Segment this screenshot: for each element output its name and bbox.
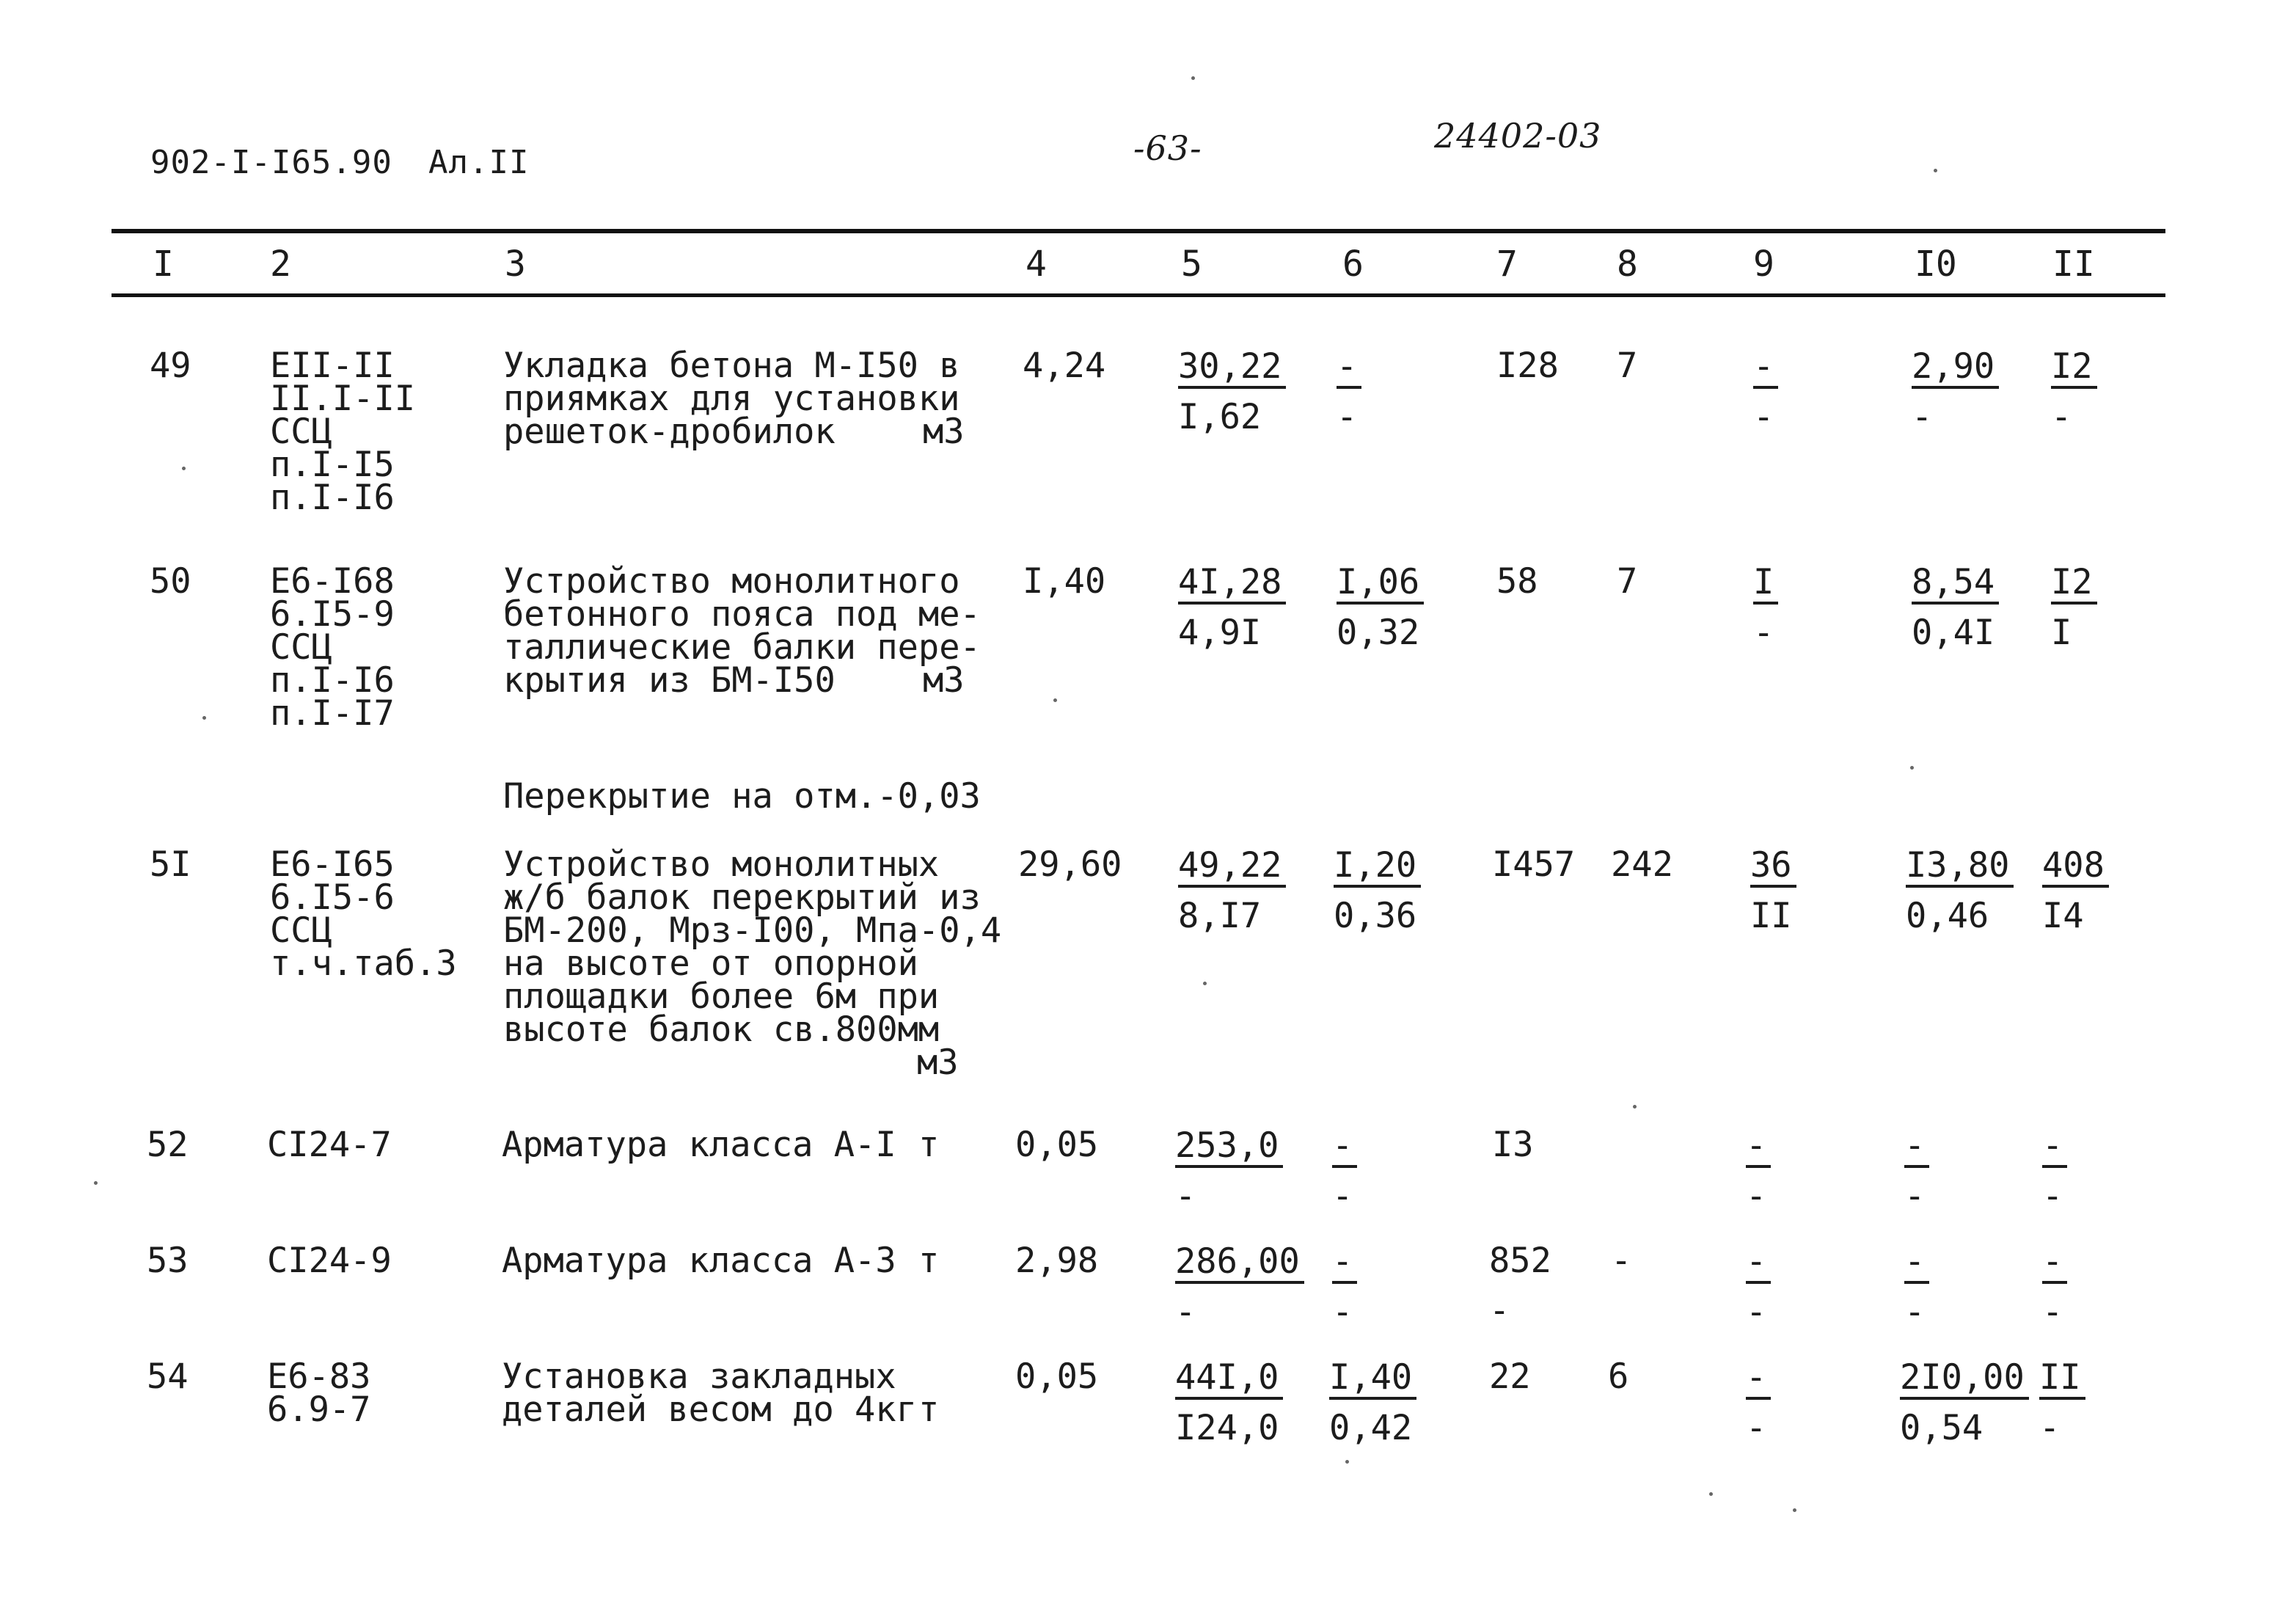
- col6-denominator: 0,32: [1337, 613, 1420, 653]
- col6-denominator: -: [1332, 1176, 1353, 1216]
- row-number: 52: [147, 1125, 189, 1165]
- col6-value: [1337, 558, 1424, 659]
- scan-speck: [202, 716, 206, 720]
- col-header-10: I0: [1915, 244, 1957, 285]
- col-header-3: 3: [505, 244, 526, 285]
- scan-speck: [1345, 1460, 1349, 1464]
- col7-value: I457: [1492, 844, 1576, 885]
- col11-value: [2042, 1237, 2067, 1338]
- col6-denominator: -: [1337, 397, 1358, 437]
- col6-value: [1332, 1237, 1357, 1338]
- col10-value: [1904, 1121, 1929, 1222]
- col11-numerator: -: [2042, 1243, 2067, 1284]
- col5-value: [1175, 1237, 1304, 1338]
- col10-denominator: 0,46: [1906, 896, 1989, 936]
- col5-denominator: 4,9I: [1178, 613, 1262, 653]
- row-number: 5I: [150, 844, 191, 885]
- page-number: -63-: [1133, 128, 1202, 168]
- col9-numerator: -: [1746, 1127, 1771, 1168]
- col11-denominator: -: [2042, 1292, 2063, 1332]
- col5-value: [1175, 1353, 1283, 1454]
- col9-value: [1753, 342, 1778, 443]
- quantity: 2,98: [1015, 1241, 1099, 1281]
- col5-denominator: -: [1175, 1292, 1196, 1332]
- col11-denominator: -: [2042, 1176, 2063, 1216]
- scan-speck: [1203, 982, 1207, 985]
- col11-value: [2042, 1121, 2067, 1222]
- col-header-8: 8: [1617, 244, 1638, 285]
- col9-numerator: I: [1753, 563, 1778, 605]
- col10-value: [1912, 558, 1999, 659]
- col6-denominator: -: [1332, 1292, 1353, 1332]
- col9-value: [1746, 1237, 1771, 1338]
- col10-value: [1900, 1353, 2029, 1454]
- col10-denominator: -: [1912, 397, 1933, 437]
- col11-numerator: 408: [2042, 847, 2109, 888]
- album-number: Ал.II: [428, 144, 530, 181]
- unit: м3: [917, 1043, 959, 1083]
- col11-value: [2051, 342, 2097, 443]
- col8-value: 7: [1617, 346, 1638, 386]
- col6-numerator: -: [1332, 1243, 1357, 1284]
- handwritten-code: 24402-03: [1434, 116, 1602, 156]
- col5-numerator: 44I,0: [1175, 1359, 1283, 1400]
- col-header-1: I: [153, 244, 174, 285]
- col9-denominator: -: [1746, 1292, 1767, 1332]
- col7-secondary: -: [1489, 1290, 1510, 1331]
- norm-code: E6-I68 6.I5-9 ССЦ п.I-I6 п.I-I7: [270, 561, 395, 734]
- quantity: I,40: [1023, 561, 1106, 602]
- scan-speck: [1191, 76, 1195, 80]
- col5-numerator: 253,0: [1175, 1127, 1283, 1168]
- col5-numerator: 30,22: [1178, 348, 1286, 389]
- norm-code: CI24-9: [267, 1241, 392, 1281]
- col10-numerator: -: [1904, 1243, 1929, 1284]
- col6-denominator: 0,42: [1329, 1408, 1413, 1448]
- col5-value: [1175, 1121, 1283, 1222]
- col10-numerator: 8,54: [1912, 563, 1999, 605]
- scan-speck: [182, 467, 186, 470]
- col7-value: I28: [1496, 346, 1559, 386]
- col9-denominator: -: [1746, 1176, 1767, 1216]
- quantity: 0,05: [1015, 1356, 1099, 1397]
- col6-numerator: -: [1337, 348, 1361, 389]
- col-header-4: 4: [1025, 244, 1047, 285]
- scan-speck: [1910, 766, 1914, 770]
- col6-value: [1337, 342, 1361, 443]
- col5-denominator: I24,0: [1175, 1408, 1279, 1448]
- col6-numerator: I,20: [1334, 847, 1421, 888]
- col9-denominator: II: [1750, 896, 1792, 936]
- col11-numerator: I2: [2051, 563, 2097, 605]
- col11-numerator: II: [2039, 1359, 2085, 1400]
- col10-numerator: -: [1904, 1127, 1929, 1168]
- col10-value: [1904, 1237, 1929, 1338]
- col9-numerator: 36: [1750, 847, 1796, 888]
- col11-value: [2042, 841, 2109, 942]
- col9-denominator: -: [1746, 1408, 1767, 1448]
- col5-denominator: 8,I7: [1178, 896, 1262, 936]
- col7-value: 58: [1496, 561, 1538, 602]
- norm-code: EII-II II.I-II ССЦ п.I-I5 п.I-I6: [270, 346, 416, 518]
- work-description: Арматура класса А-3: [502, 1241, 896, 1281]
- col10-numerator: I3,80: [1906, 847, 2014, 888]
- col7-value: 22: [1489, 1356, 1531, 1397]
- col6-value: [1334, 841, 1421, 942]
- col10-numerator: 2,90: [1912, 348, 1999, 389]
- scan-speck: [1934, 169, 1937, 172]
- quantity: 0,05: [1015, 1125, 1099, 1165]
- col10-value: [1906, 841, 2014, 942]
- col7-value: I3: [1492, 1125, 1534, 1165]
- unit: т: [918, 1241, 940, 1281]
- row-number: 50: [150, 561, 191, 602]
- unit: т: [918, 1390, 940, 1430]
- row-number: 53: [147, 1241, 189, 1281]
- col6-numerator: I,40: [1329, 1359, 1416, 1400]
- unit: м3: [923, 660, 965, 701]
- col8-value: 7: [1617, 561, 1638, 602]
- quantity: 4,24: [1023, 346, 1106, 386]
- col6-value: [1332, 1121, 1357, 1222]
- col5-value: [1178, 558, 1286, 659]
- col-header-2: 2: [270, 244, 291, 285]
- section-title: Перекрытие на отм.-0,03: [503, 776, 981, 817]
- col5-denominator: -: [1175, 1176, 1196, 1216]
- col11-denominator: I4: [2042, 896, 2084, 936]
- col5-numerator: 4I,28: [1178, 563, 1286, 605]
- col5-numerator: 49,22: [1178, 847, 1286, 888]
- col-header-9: 9: [1753, 244, 1774, 285]
- col10-value: [1912, 342, 1999, 443]
- col9-denominator: -: [1753, 397, 1774, 437]
- col-header-5: 5: [1181, 244, 1202, 285]
- col9-numerator: -: [1746, 1243, 1771, 1284]
- norm-code: E6-83 6.9-7: [267, 1356, 371, 1430]
- col6-numerator: I,06: [1337, 563, 1424, 605]
- row-number: 54: [147, 1356, 189, 1397]
- work-description: Устройство монолитного бетонного пояса под ме- таллические балки пере- крытия из БМ-I50: [503, 561, 981, 701]
- col11-numerator: I2: [2051, 348, 2097, 389]
- unit: т: [918, 1125, 940, 1165]
- col9-value: [1746, 1353, 1771, 1454]
- col5-numerator: 286,00: [1175, 1243, 1304, 1284]
- scan-speck: [1633, 1105, 1637, 1109]
- col8-value: -: [1611, 1241, 1632, 1281]
- col9-value: [1746, 1121, 1771, 1222]
- col10-denominator: -: [1904, 1176, 1926, 1216]
- scan-speck: [1709, 1492, 1713, 1496]
- norm-code: E6-I65 6.I5-6 ССЦ т.ч.таб.3: [270, 844, 457, 984]
- col7-value: 852: [1489, 1241, 1551, 1281]
- col8-value: 242: [1611, 844, 1673, 885]
- col-header-11: II: [2052, 244, 2095, 285]
- col11-numerator: -: [2042, 1127, 2067, 1168]
- col10-denominator: 0,4I: [1912, 613, 1995, 653]
- col10-numerator: 2I0,00: [1900, 1359, 2029, 1400]
- col11-value: [2051, 558, 2097, 659]
- col11-value: [2039, 1353, 2085, 1454]
- col9-value: [1750, 841, 1796, 942]
- work-description: Укладка бетона М-I50 в приямках для установки решеток-дробилок: [503, 346, 960, 452]
- col5-value: [1178, 841, 1286, 942]
- table-top-rule: [111, 229, 2165, 233]
- work-description: Устройство монолитных ж/б балок перекрытий из БМ-200, Мрз-I00, Мпа-0,4 на высоте от опорной площадки более 6м при высоте балок св.800мм: [503, 844, 1002, 1050]
- col6-numerator: -: [1332, 1127, 1357, 1168]
- col10-denominator: 0,54: [1900, 1408, 1984, 1448]
- scan-speck: [94, 1181, 98, 1185]
- col9-value: [1753, 558, 1778, 659]
- col10-denominator: -: [1904, 1292, 1926, 1332]
- scan-speck: [1793, 1508, 1796, 1512]
- norm-code: CI24-7: [267, 1125, 392, 1165]
- col-header-6: 6: [1342, 244, 1364, 285]
- col11-denominator: -: [2039, 1408, 2061, 1448]
- col8-value: 6: [1608, 1356, 1629, 1397]
- col11-denominator: -: [2051, 397, 2072, 437]
- col9-denominator: -: [1753, 613, 1774, 653]
- unit: м3: [923, 412, 965, 452]
- work-description: Арматура класса А-I: [502, 1125, 896, 1165]
- col9-numerator: -: [1746, 1359, 1771, 1400]
- col5-value: [1178, 342, 1286, 443]
- col-header-7: 7: [1496, 244, 1518, 285]
- col6-denominator: 0,36: [1334, 896, 1417, 936]
- document-code: 902-I-I65.90: [150, 144, 392, 181]
- work-description: Установка закладных деталей весом до 4кг: [502, 1356, 917, 1430]
- quantity: 29,60: [1018, 844, 1122, 885]
- row-number: 49: [150, 346, 191, 386]
- col5-denominator: I,62: [1178, 397, 1262, 437]
- table-header-rule: [111, 293, 2165, 297]
- col11-denominator: I: [2051, 613, 2072, 653]
- col9-numerator: -: [1753, 348, 1778, 389]
- scan-speck: [1053, 698, 1057, 702]
- col6-value: [1329, 1353, 1416, 1454]
